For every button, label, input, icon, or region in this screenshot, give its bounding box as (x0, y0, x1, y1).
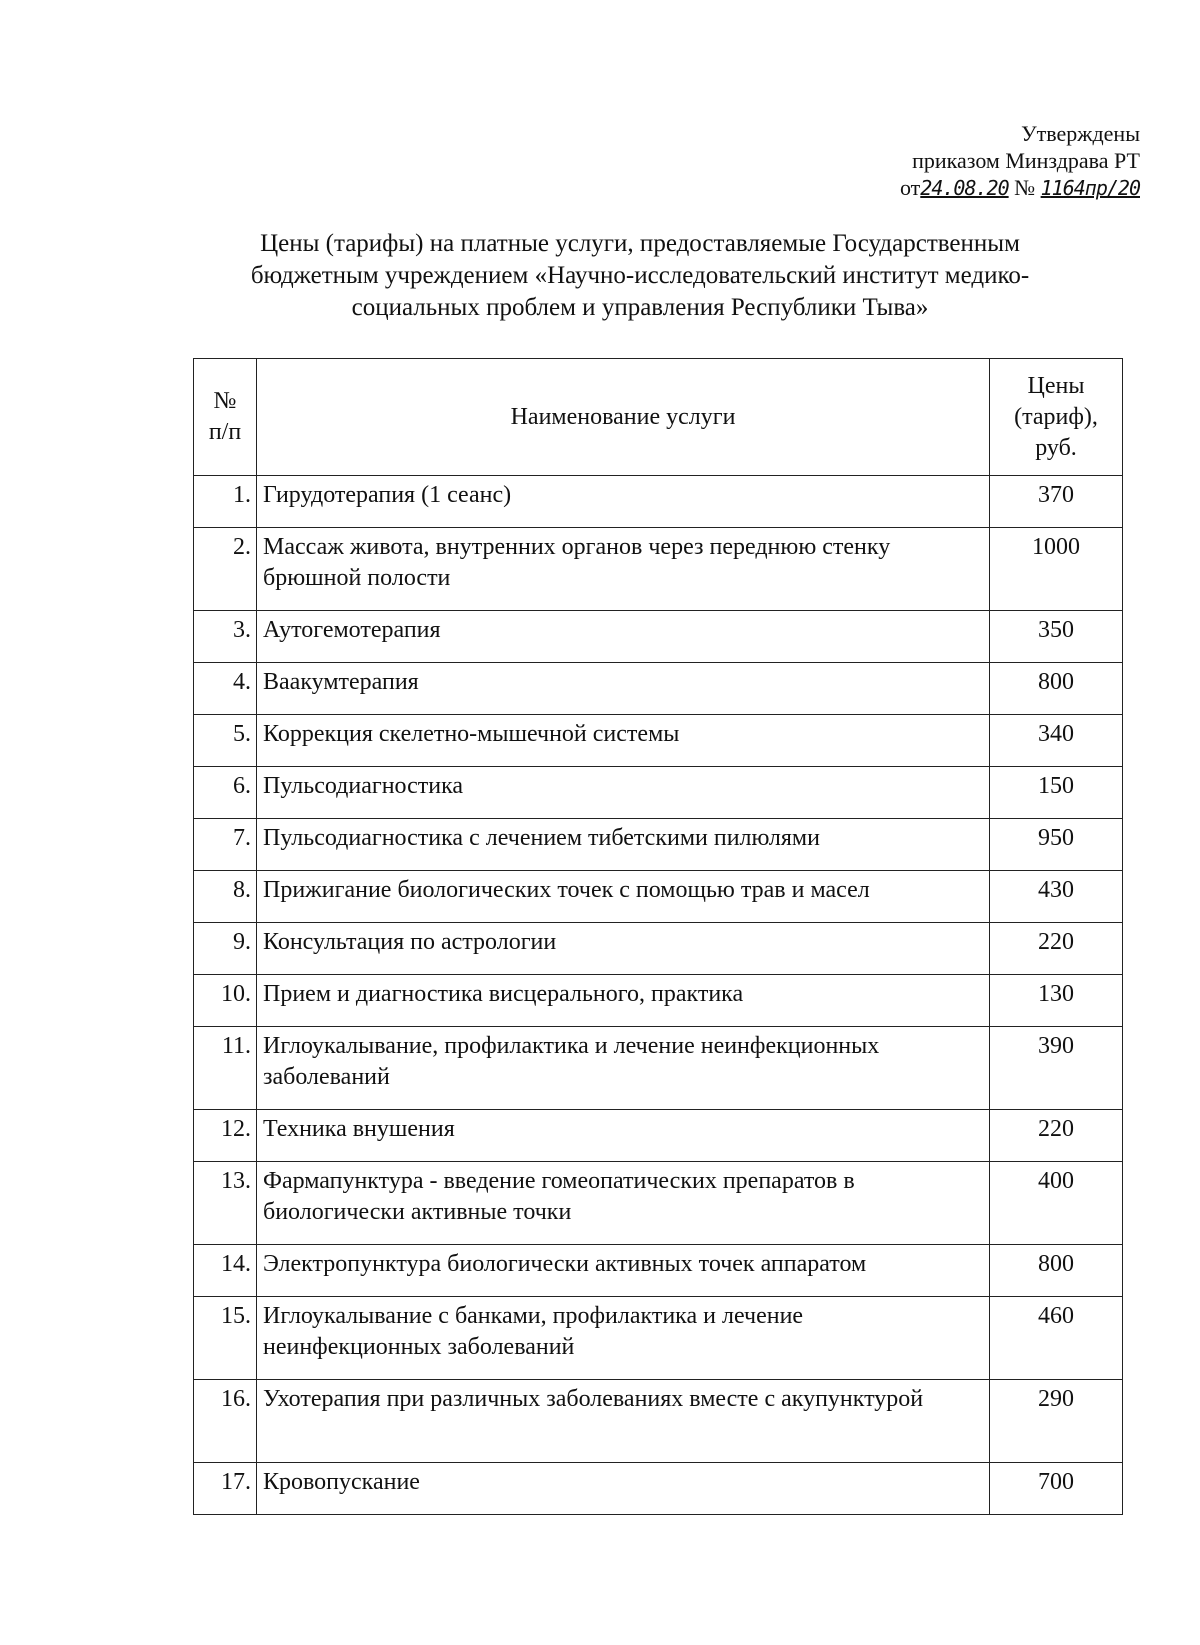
row-service-name: Ухотерапия при различных заболеваниях вместе с акупунктурой (257, 1380, 990, 1463)
header-number (194, 359, 257, 476)
header-service-name: Наименование услуги (257, 359, 990, 476)
table-row (194, 1110, 1123, 1162)
table-row (194, 1162, 1123, 1245)
row-number: 17. (194, 1463, 257, 1515)
row-price: 700 (990, 1463, 1123, 1515)
row-number: 11. (194, 1027, 257, 1110)
header-number-symbol: № (213, 388, 237, 414)
table-header-row (194, 359, 1123, 476)
header-price-line-2: (тариф), (1014, 403, 1098, 430)
row-service-name: Иглоукалывание, профилактика и лечение неинфекционных заболеваний (257, 1027, 990, 1110)
date-prefix: от (899, 175, 921, 200)
row-number: 5. (194, 715, 257, 767)
row-price: 460 (990, 1297, 1123, 1380)
row-number: 15. (194, 1297, 257, 1380)
row-number: 7. (194, 819, 257, 871)
row-price: 220 (990, 923, 1123, 975)
row-price: 220 (990, 1110, 1123, 1162)
document-title (180, 228, 1100, 324)
row-number: 12. (194, 1110, 257, 1162)
handwritten-date: 24.08.20 (920, 176, 1009, 200)
table-row (194, 1245, 1123, 1297)
row-service-name: Гирудотерапия (1 сеанс) (257, 476, 990, 528)
price-table (193, 358, 1123, 1515)
row-price: 430 (990, 871, 1123, 923)
row-service-name: Консультация по астрологии (257, 923, 990, 975)
row-service-name: Прижигание биологических точек с помощью трав и масел (257, 871, 990, 923)
table-row (194, 611, 1123, 663)
row-price: 340 (990, 715, 1123, 767)
table-row (194, 923, 1123, 975)
row-price: 390 (990, 1027, 1123, 1110)
row-service-name: Техника внушения (257, 1110, 990, 1162)
row-service-name: Прием и диагностика висцерального, практика (257, 975, 990, 1027)
table-row (194, 975, 1123, 1027)
table-row (194, 819, 1123, 871)
table-row (194, 1027, 1123, 1110)
row-number: 10. (194, 975, 257, 1027)
row-price: 150 (990, 767, 1123, 819)
row-service-name: Иглоукалывание с банками, профилактика и лечение неинфекционных заболеваний (257, 1297, 990, 1380)
row-service-name: Электропунктура биологически активных точек аппаратом (257, 1245, 990, 1297)
table-row (194, 1380, 1123, 1463)
row-service-name: Пульсодиагностика (257, 767, 990, 819)
approval-line-approved: Утверждены (1021, 121, 1140, 146)
row-price: 950 (990, 819, 1123, 871)
title-line-2: бюджетным учреждением «Научно-исследовательский институт медико- (250, 262, 1030, 289)
row-service-name: Аутогемотерапия (257, 611, 990, 663)
row-price: 800 (990, 1245, 1123, 1297)
row-service-name: Ваакумтерапия (257, 663, 990, 715)
header-price-line-1: Цены (1027, 372, 1085, 399)
approval-block (860, 120, 1140, 202)
row-number: 9. (194, 923, 257, 975)
table-row (194, 663, 1123, 715)
row-service-name: Массаж живота, внутренних органов через переднюю стенку брюшной полости (257, 528, 990, 611)
table-row (194, 767, 1123, 819)
table-row (194, 1297, 1123, 1380)
table-row (194, 1463, 1123, 1515)
row-number: 4. (194, 663, 257, 715)
row-price: 400 (990, 1162, 1123, 1245)
table-row (194, 476, 1123, 528)
title-line-3: социальных проблем и управления Республики Тыва» (351, 294, 929, 321)
approval-line-order: приказом Минздрава РТ (912, 148, 1140, 173)
row-number: 8. (194, 871, 257, 923)
row-price: 290 (990, 1380, 1123, 1463)
row-service-name: Кровопускание (257, 1463, 990, 1515)
number-prefix: № (1014, 175, 1036, 200)
row-service-name: Пульсодиагностика с лечением тибетскими пилюлями (257, 819, 990, 871)
row-number: 3. (194, 611, 257, 663)
table-row (194, 871, 1123, 923)
row-price: 370 (990, 476, 1123, 528)
row-number: 13. (194, 1162, 257, 1245)
approval-line-date-number (860, 174, 1140, 202)
header-price-line-3: руб. (1035, 434, 1077, 461)
row-number: 14. (194, 1245, 257, 1297)
row-service-name: Фармапунктура - введение гомеопатических препаратов в биологически активные точки (257, 1162, 990, 1245)
table-row (194, 715, 1123, 767)
table-row (194, 528, 1123, 611)
handwritten-number: 1164пр/20 (1040, 176, 1140, 200)
row-number: 6. (194, 767, 257, 819)
row-number: 16. (194, 1380, 257, 1463)
header-price (990, 359, 1123, 476)
title-line-1: Цены (тарифы) на платные услуги, предоставляемые Государственным (260, 230, 1020, 257)
row-price: 1000 (990, 528, 1123, 611)
row-price: 800 (990, 663, 1123, 715)
row-number: 1. (194, 476, 257, 528)
row-number: 2. (194, 528, 257, 611)
row-price: 350 (990, 611, 1123, 663)
row-price: 130 (990, 975, 1123, 1027)
header-number-abbrev: п/п (208, 419, 242, 445)
row-service-name: Коррекция скелетно-мышечной системы (257, 715, 990, 767)
